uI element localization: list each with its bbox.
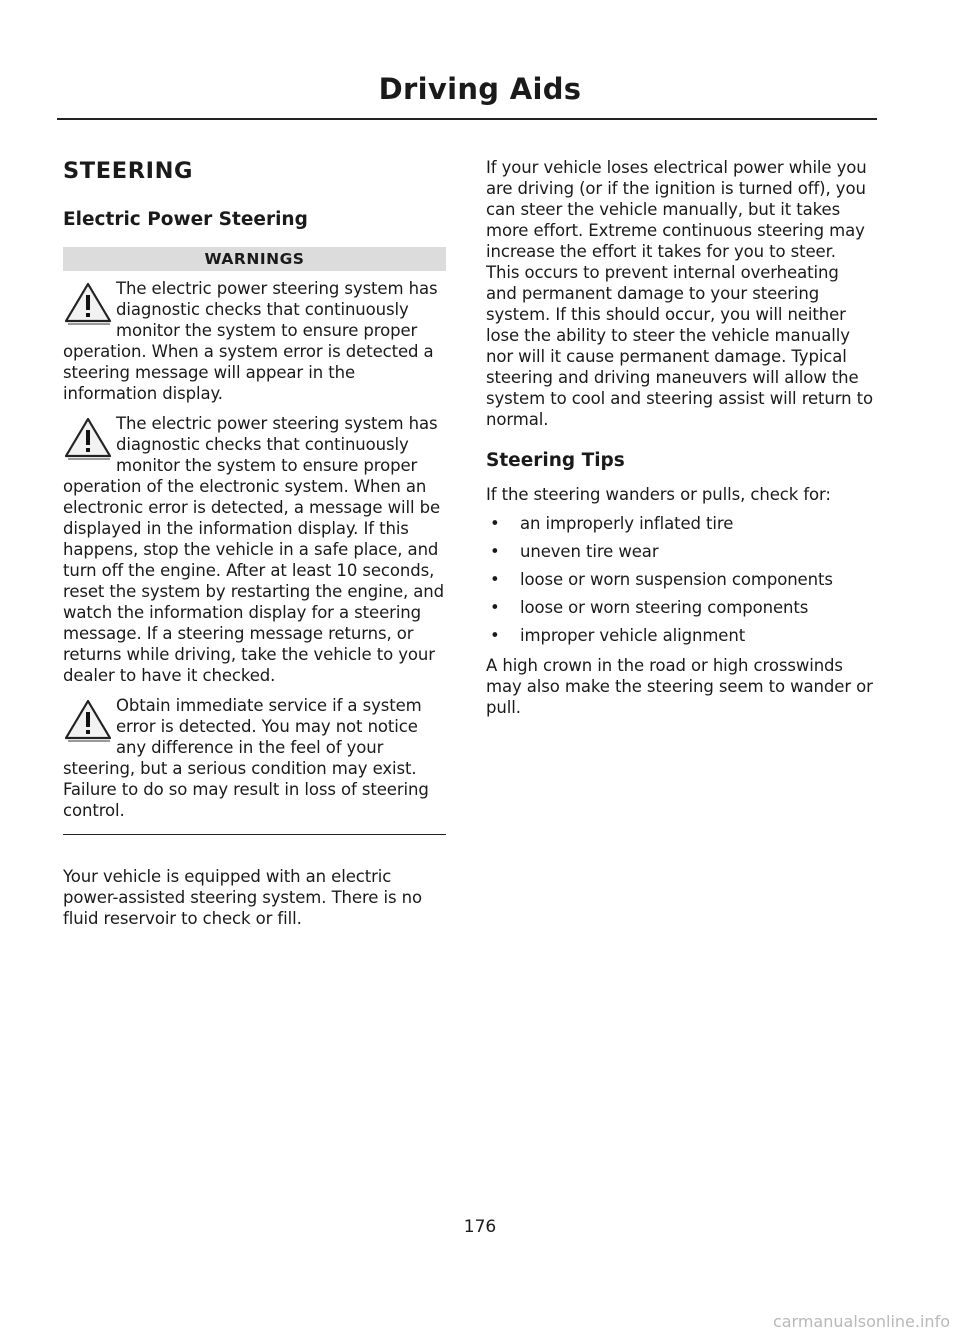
intro-paragraph: If your vehicle loses electrical power while you are driving (or if the ignition is turned off), you can steer the vehicle manually, but it takes more effort. Extreme continuous steering may increase the effort it takes for you to steer. This occurs to prevent internal overheating and permanent damage to your steering system. If this should occur, you will neither lose the ability to steer the vehicle manually nor will it cause permanent damage. Typical steering and driving maneuvers will allow the system to cool and steering assist will return to normal. [486, 158, 874, 429]
footer-watermark: carmanualsonline.info [772, 1312, 950, 1331]
warning-triangle-icon [63, 416, 113, 462]
tips-title: Steering Tips [486, 450, 625, 471]
warning-item [63, 413, 446, 686]
list-item-text: uneven tire wear [520, 542, 659, 561]
tips-intro: If the steering wanders or pulls, check for: [486, 485, 831, 504]
list-item [486, 541, 874, 562]
bullet-icon: • [490, 598, 500, 617]
bullet-icon: • [490, 514, 500, 533]
page-header-title: Driving Aids [378, 72, 582, 106]
warnings-divider [63, 834, 446, 835]
list-item-text: loose or worn suspension components [520, 570, 833, 589]
list-item [486, 513, 874, 534]
page-number: 176 [463, 1217, 497, 1237]
list-item [486, 597, 874, 618]
warning-triangle-icon [63, 281, 113, 327]
list-item [486, 569, 874, 590]
right-column [486, 157, 874, 718]
tips-list [486, 513, 874, 646]
warning-text: Obtain immediate service if a system error is detected. You may not notice any difference in the feel of your steering, but a serious condition may exist. Failure to do so may result in loss of steering control. [63, 696, 429, 820]
left-column [63, 155, 446, 929]
bullet-icon: • [490, 626, 500, 645]
list-item [486, 625, 874, 646]
header-divider [57, 118, 877, 120]
section-title: STEERING [63, 158, 194, 184]
bullet-icon: • [490, 542, 500, 561]
warning-text: The electric power steering system has diagnostic checks that continuously monitor the system to ensure proper operation. When a system error is detected a steering message will appear in the information display. [63, 279, 438, 403]
warning-item [63, 278, 446, 404]
warnings-header: WARNINGS [63, 247, 446, 271]
list-item-text: improper vehicle alignment [520, 626, 746, 645]
body-paragraph: Your vehicle is equipped with an electric power-assisted steering system. There is no fluid reservoir to check or fill. [63, 867, 422, 928]
list-item-text: loose or worn steering components [520, 598, 809, 617]
closing-paragraph: A high crown in the road or high crosswinds may also make the steering seem to wander or pull. [486, 656, 873, 717]
subsection-title: Electric Power Steering [63, 209, 308, 230]
warning-text: The electric power steering system has diagnostic checks that continuously monitor the system to ensure proper operation of the electronic system. When an electronic error is detected, a message will be displayed in the information display. If this happens, stop the vehicle in a safe place, and turn off the engine. After at least 10 seconds, reset the system by restarting the engine, and watch the information display for a steering message. If a steering message returns, or returns while driving, take the vehicle to your dealer to have it checked. [63, 414, 445, 685]
bullet-icon: • [490, 570, 500, 589]
warning-item [63, 695, 446, 821]
warning-triangle-icon [63, 698, 113, 744]
list-item-text: an improperly inflated tire [520, 514, 734, 533]
